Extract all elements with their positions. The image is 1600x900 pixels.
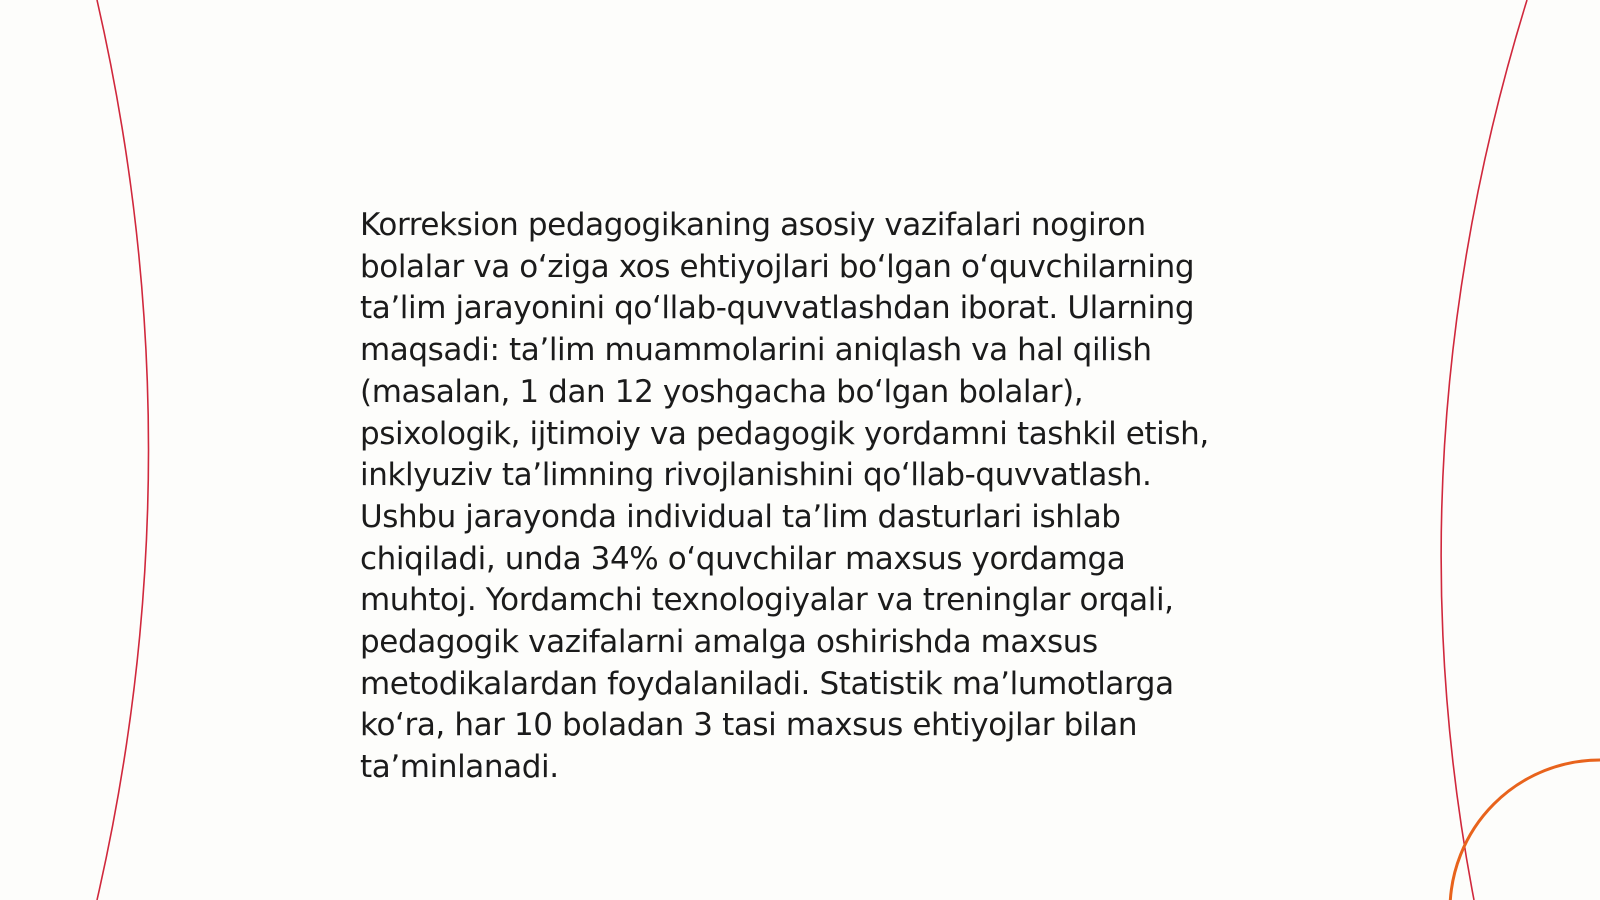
- orange-accent-arc: [1450, 760, 1600, 900]
- slide-body-text: Korreksion pedagogikaning asosiy vazifalari nogiron bolalar va o‘ziga xos ehtiyojlari bo‘lgan o‘quvchilarning ta’lim jarayonini qo‘llab-quvvatlashdan iborat. Ularning maqsadi: ta’lim muammolarini aniqlash va hal qilish (masalan, 1 dan 12 yoshgacha bo‘lgan bolalar), psixologik, ijtimoiy va pedagogik yordamni tashkil etish, inklyuziv ta’limning rivojlanishini qo‘llab-quvvatlash. Ushbu jarayonda individual ta’lim dasturlari ishlab chiqiladi, unda 34% o‘quvchilar maxsus yordamga muhtoj. Yordamchi texnologiyalar va treninglar orqali, pedagogik vazifalarni amalga oshirishda maxsus metodikalardan foydalaniladi. Statistik ma’lumotlarga ko‘ra, har 10 boladan 3 tasi maxsus ehtiyojlar bilan ta’minlanadi.: [360, 207, 1209, 786]
- right-curve-line: [1441, 0, 1527, 900]
- left-curve-line: [97, 0, 149, 900]
